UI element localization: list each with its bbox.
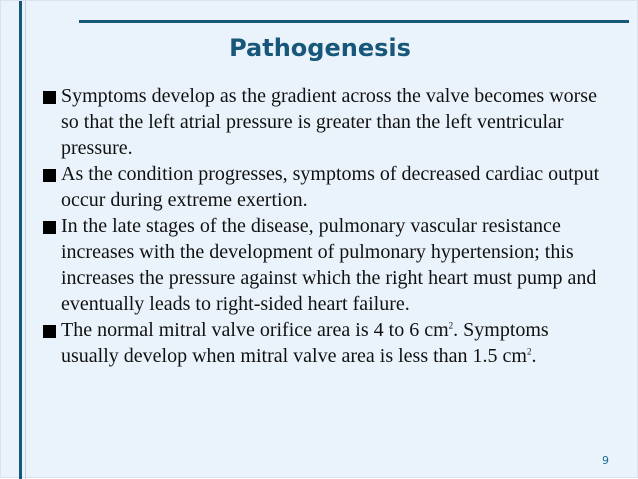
- square-bullet-icon: [43, 169, 56, 182]
- bullet-text-part: The normal mitral valve orifice area is 4 to 6 cm: [61, 319, 449, 341]
- square-bullet-icon: [43, 91, 56, 104]
- bullet-item: [43, 213, 603, 317]
- superscript: 2: [448, 320, 454, 331]
- slide-title: Pathogenesis: [229, 34, 411, 62]
- bullet-text: Symptoms develop as the gradient across the valve becomes worse so that the left atrial pressure is greater than the left ventricular pressure.: [61, 85, 597, 159]
- left-accent-line: [25, 1, 26, 479]
- left-accent-bar: [19, 1, 22, 479]
- bullet-list: [43, 83, 603, 369]
- bullet-item: [43, 317, 603, 369]
- title-underline-bar: [79, 20, 629, 23]
- bullet-text: In the late stages of the disease, pulmonary vascular resistance increases with the development of pulmonary hypertension; this increases the pressure against which the right heart must pump and eventually leads to right-sided heart failure.: [61, 215, 597, 315]
- bullet-item: [43, 83, 603, 161]
- bullet-item: [43, 161, 603, 213]
- bullet-text-part: .: [531, 345, 537, 367]
- bullet-text: As the condition progresses, symptoms of decreased cardiac output occur during extreme exertion.: [61, 163, 600, 211]
- superscript: 2: [526, 346, 532, 357]
- square-bullet-icon: [43, 221, 56, 234]
- square-bullet-icon: [43, 325, 56, 338]
- page-number: 9: [602, 454, 609, 467]
- bullet-text-part: . Symptoms usually develop when mitral valve area is less than 1.5 cm: [61, 319, 549, 367]
